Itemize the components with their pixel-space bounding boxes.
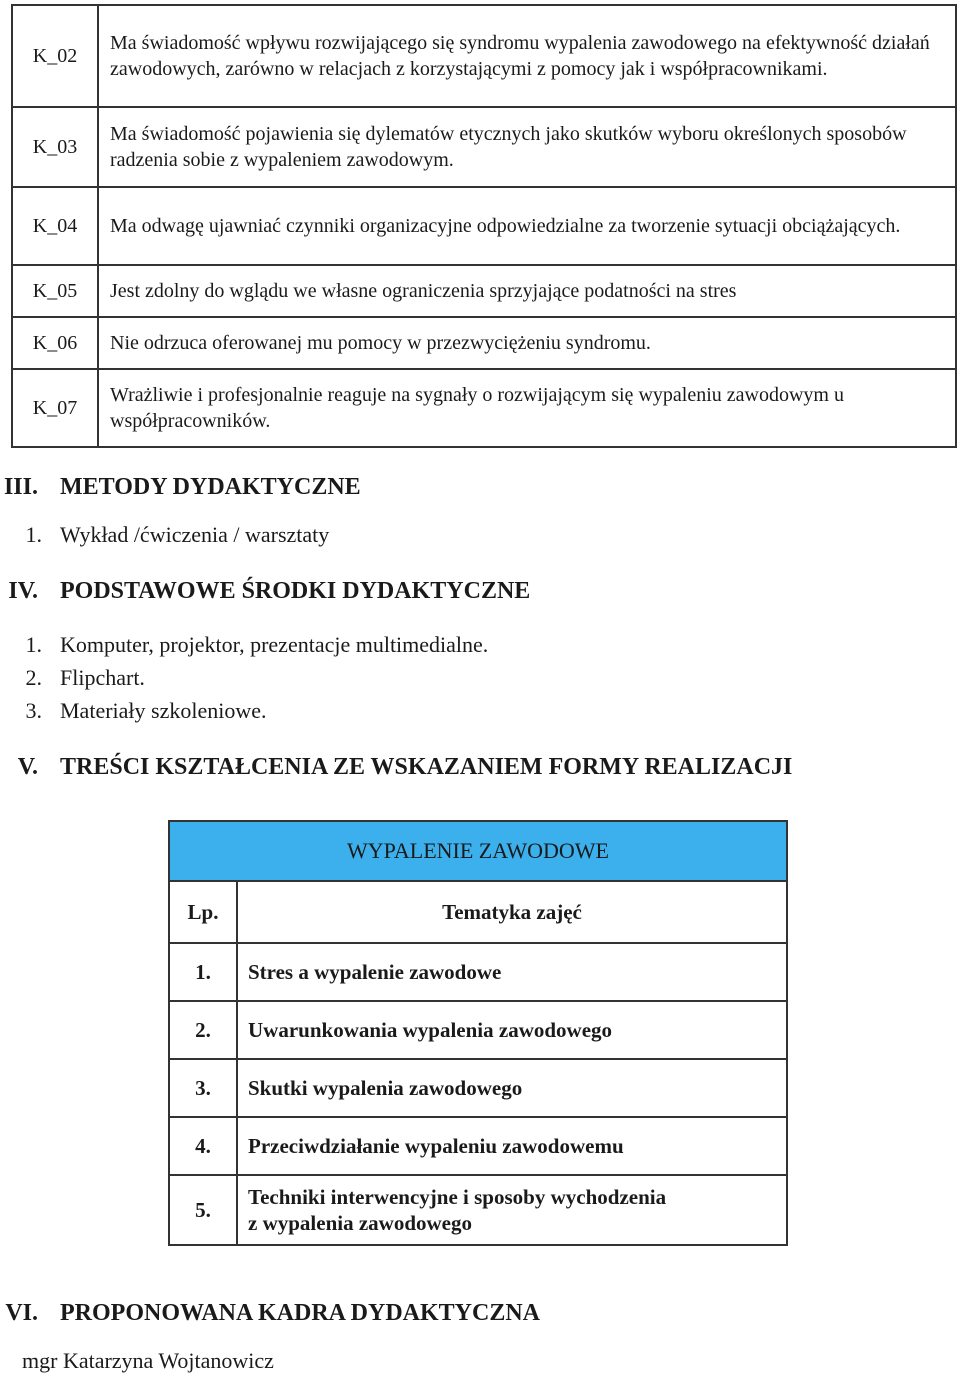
table-row — [12, 265, 956, 317]
table-row — [12, 369, 956, 447]
section-number: V. — [17, 754, 38, 780]
section-number: III. — [3, 474, 38, 500]
table-row — [169, 1001, 787, 1059]
staff-member: mgr Katarzyna Wojtanowicz — [22, 1348, 274, 1373]
section-title: METODY DYDAKTYCZNE — [60, 474, 361, 500]
list-item-text: Flipchart. — [60, 665, 145, 690]
row-topic-line: z wypalenia zawodowego — [248, 1211, 472, 1235]
table-row — [12, 5, 956, 107]
competence-table — [11, 4, 957, 448]
section-title: PODSTAWOWE ŚRODKI DYDAKTYCZNE — [60, 578, 531, 604]
competence-description: Jest zdolny do wglądu we własne ograniczenia sprzyjające podatności na stres — [98, 265, 956, 317]
section-title: TREŚCI KSZTAŁCENIA ZE WSKAZANIEM FORMY REALIZACJI — [60, 754, 793, 780]
table-row — [12, 187, 956, 265]
row-topic: Przeciwdziałanie wypaleniu zawodowemu — [237, 1117, 787, 1175]
section-number: IV. — [8, 578, 38, 604]
column-header-lp: Lp. — [169, 881, 237, 943]
competence-code: K_03 — [12, 107, 98, 187]
row-topic — [237, 1175, 787, 1245]
table-row — [169, 1175, 787, 1245]
table-column-header-row — [169, 881, 787, 943]
row-topic-line: Techniki interwencyjne i sposoby wychodzenia — [248, 1185, 667, 1209]
row-number: 5. — [169, 1175, 237, 1245]
list-item-text: Komputer, projektor, prezentacje multimedialne. — [60, 632, 489, 657]
table-row — [169, 1117, 787, 1175]
row-topic: Stres a wypalenie zawodowe — [237, 943, 787, 1001]
list-item-text: Wykład /ćwiczenia / warsztaty — [60, 522, 330, 547]
row-number: 3. — [169, 1059, 237, 1117]
competence-description: Ma odwagę ujawniać czynniki organizacyjne odpowiedzialne za tworzenie sytuacji obciążających. — [98, 187, 956, 265]
competence-description: Ma świadomość wpływu rozwijającego się syndromu wypalenia zawodowego na efektywność działań zawodowych, zarówno w relacjach z korzystającymi z pomocy jak i współpracownikami. — [98, 5, 956, 107]
section-number: VI. — [5, 1300, 38, 1326]
table-header: WYPALENIE ZAWODOWE — [169, 821, 787, 881]
list-item-number: 1. — [25, 522, 42, 547]
row-number: 2. — [169, 1001, 237, 1059]
row-number: 4. — [169, 1117, 237, 1175]
competence-code: K_07 — [12, 369, 98, 447]
row-number: 1. — [169, 943, 237, 1001]
list-item-text: Materiały szkoleniowe. — [60, 698, 267, 723]
section-title: PROPONOWANA KADRA DYDAKTYCZNA — [60, 1300, 541, 1326]
list-item-number: 3. — [25, 698, 42, 723]
competence-code: K_04 — [12, 187, 98, 265]
topics-table — [168, 820, 788, 1246]
table-row — [12, 317, 956, 369]
list-item-number: 1. — [25, 632, 42, 657]
competence-description: Nie odrzuca oferowanej mu pomocy w przezwyciężeniu syndromu. — [98, 317, 956, 369]
competence-code: K_02 — [12, 5, 98, 107]
column-header-topic: Tematyka zajęć — [237, 881, 787, 943]
row-topic: Uwarunkowania wypalenia zawodowego — [237, 1001, 787, 1059]
table-row — [169, 943, 787, 1001]
competence-description: Wrażliwie i profesjonalnie reaguje na sygnały o rozwijającym się wypaleniu zawodowym u współpracowników. — [98, 369, 956, 447]
table-header-row — [169, 821, 787, 881]
table-row — [12, 107, 956, 187]
row-topic: Skutki wypalenia zawodowego — [237, 1059, 787, 1117]
competence-description: Ma świadomość pojawienia się dylematów etycznych jako skutków wyboru określonych sposobów radzenia sobie z wypaleniem zawodowym. — [98, 107, 956, 187]
competence-code: K_05 — [12, 265, 98, 317]
competence-code: K_06 — [12, 317, 98, 369]
list-item-number: 2. — [25, 665, 42, 690]
table-row — [169, 1059, 787, 1117]
